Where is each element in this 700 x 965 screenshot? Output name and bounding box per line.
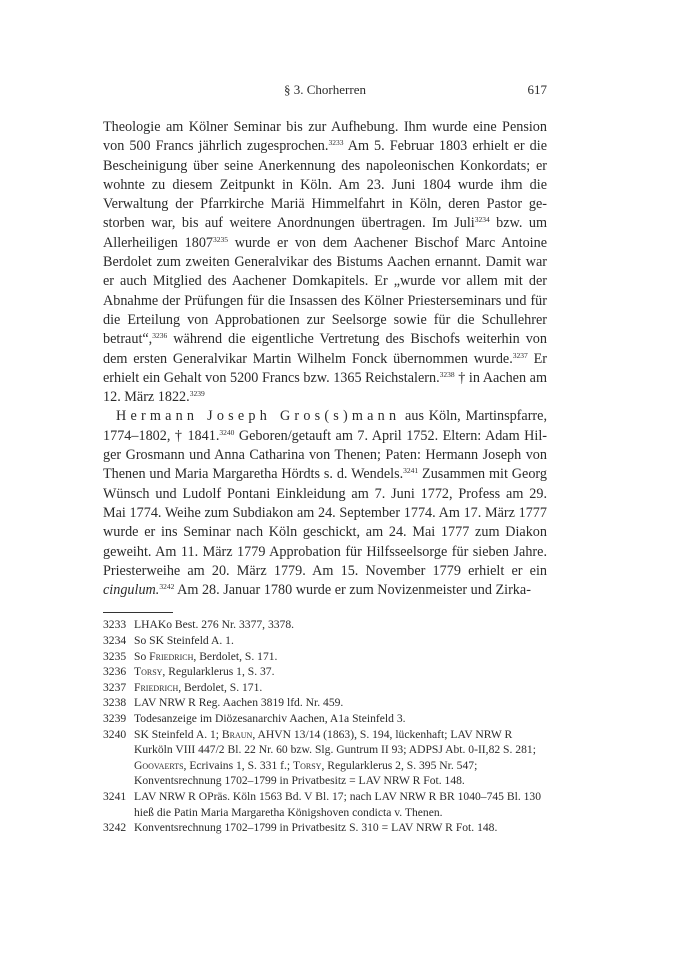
- footnote: [103, 617, 547, 633]
- author-name: Goovaerts: [134, 758, 184, 772]
- footnote: [103, 680, 547, 696]
- footnote: [103, 820, 547, 836]
- footnote-number: 3240: [103, 727, 127, 741]
- footnote-number: 3242: [103, 821, 127, 835]
- footnote: [103, 711, 547, 727]
- paragraph-continuation: Theologie am Kölner Seminar bis zur Aufhebung. Ihm wurde eine Pension von 500 Francs jährlich zugesprochen.$^{3233}$ Am 5. Februar 1803 erhielt er die Bescheinigung über seine Anerkennung des napoleonischen Konkordats; er wohnte zu diesem Zeitpunkt in Köln. Am 23. Juni 1804 wurde ihm die Verwaltung der Pfarrkirche Mariä Himmelfahrt in Köln, deren Pastor gestorben war, bis auf weitere Anordnungen übertragen. Im Juli$^{3234}$ bzw. um Allerheiligen $1807^{3235}$ wurde er von dem Aachener Bischof Marc Antoine Berdolet zum zweiten Generalvikar des Bistums Aachen ernannt. Damit war er auch Mitglied des Aachener Domkapitels. Er „wurde vor allem mit der Abnahme der Prüfungen für die Insassen des Kölner Priesterseminars und für die Erteilung von Approbationen zur Seelsorge sowie für die Schullehrer betraut“,$^{3236}$ während die eigentliche Vertretung des Bischofs weiterhin von dem ersten Generalvikar Martin Wilhelm Fonck übernommen wurde.$^{3237}$ Er erhielt ein Gehalt von 5200 Francs bzw. 1365 Reichstalern.$^{3238}$ † in Aachen am 12. März 1822.$^{3239}$: [103, 119, 547, 406]
- footnote-text: LAV NRW R OPräs. Köln 1563 Bd. V Bl. 17; nach LAV NRW R BR 1040–745 Bl. 130 hieß die Patin Maria Margaretha Königshoven condicta v. Thenen.: [134, 789, 542, 819]
- footnote-text: So SK Steinfeld A. 1.: [134, 634, 234, 648]
- footnote-number: 3239: [103, 711, 127, 725]
- author-name: Friedrich: [134, 680, 179, 694]
- footnote: [103, 649, 547, 665]
- footnote-ref[interactable]: 3237: [512, 350, 528, 360]
- page-number: 617: [527, 82, 547, 97]
- footnote-text: LAV NRW R Reg. Aachen 3819 lfd. Nr. 459.: [134, 696, 344, 710]
- footnote-number: 3233: [103, 618, 127, 632]
- footnote-text: LHAKo Best. 276 Nr. 3377, 3378.: [134, 618, 295, 632]
- author-name: Torsy: [134, 665, 163, 679]
- footnote: [103, 727, 547, 789]
- footnote-text: Konventsrechnung 1702–1799 in Privatbesitz S. 310 = LAV NRW R Fot. 148.: [134, 821, 498, 835]
- footnote-text: Torsy, Regularklerus 1, S. 37.: [134, 665, 275, 679]
- footnote-separator: [103, 612, 173, 613]
- person-name: Hermann Joseph Gros(s)mann: [116, 408, 401, 425]
- footnote-ref[interactable]: 3239: [189, 389, 205, 399]
- footnote-ref[interactable]: 3238: [439, 369, 455, 379]
- footnote-ref[interactable]: 3240: [219, 427, 235, 437]
- footnote-number: 3238: [103, 696, 127, 710]
- footnote-ref[interactable]: 3235: [213, 234, 229, 244]
- footnote-number: 3234: [103, 634, 127, 648]
- footnote-text: So Friedrich, Berdolet, S. 171.: [134, 649, 278, 663]
- body-text: [103, 118, 547, 600]
- footnote-ref[interactable]: 3233: [328, 138, 344, 148]
- footnote-ref[interactable]: 3241: [403, 466, 419, 476]
- footnote: [103, 633, 547, 649]
- running-head: [103, 82, 547, 104]
- footnote-number: 3241: [103, 789, 127, 803]
- author-name: Friedrich: [149, 649, 194, 663]
- footnotes: [103, 617, 547, 835]
- footnote: [103, 664, 547, 680]
- footnote: [103, 695, 547, 711]
- author-name: Braun: [221, 727, 253, 741]
- footnote-ref[interactable]: 3236: [152, 331, 168, 341]
- book-page: [103, 82, 547, 836]
- footnote: [103, 789, 547, 820]
- footnote-number: 3235: [103, 649, 127, 663]
- footnote-text: Friedrich, Berdolet, S. 171.: [134, 680, 263, 694]
- footnote-text: Todesanzeige im Diözesanarchiv Aachen, A1a Steinfeld 3.: [134, 711, 406, 725]
- italic-term: cingulum.: [103, 582, 160, 599]
- footnote-text: SK Steinfeld A. 1; Braun, AHVN 13/14 (1863), S. 194, lückenhaft; LAV NRW R Kurköln VIII 447/2 Bl. 22 Nr. 60 bzw. Slg. Guntrum II 93; ADPSJ Abt. 0-II,82 S. 281; Goovaerts, Ecrivains 1, S. 331 f.; Torsy, Regularklerus 2, S. 395 Nr. 547; Konventsrechnung 1702–1799 in Privatbesitz = LAV NRW R Fot. 148.: [134, 727, 536, 788]
- running-title: § 3. Chorherren: [284, 82, 366, 97]
- author-name: Torsy: [293, 758, 322, 772]
- footnote-number: 3237: [103, 680, 127, 694]
- footnote-ref[interactable]: 3234: [474, 215, 490, 225]
- footnote-ref[interactable]: 3242: [159, 582, 175, 592]
- paragraph-biography-entry: Hermann Joseph Gros(s)mann aus Köln, Martinspfarre, 1774–1802, † 1841.$^{3240}$ Geboren/getauft am 7. April 1752. Eltern: Adam Hilger Grosmann und Anna Catharina von Thenen; Paten: Hermann Joseph von Thenen und Maria Margaretha Hördts s. d. Wendels.$^{3241}$ Zusammen mit Georg Wünsch und Ludolf Pontani Einkleidung am 7. Juni 1772, Profess am 29. Mai 1774. Weihe zum Subdiakon am 24. September 1774. Am 17. März 1777 wurde er ins Seminar nach Köln geschickt, am 24. Mai 1777 zum Diakon geweiht. Am 11. März 1779 Approbation für Hilfsseelsorge für sieben Jahre. Priesterweihe am 20. März 1779. Am 15. November 1779 erhielt er ein cingulum.$^{3242}$ Am 28. Januar 1780 wurde er zum Novizenmeister und Zirka-: [103, 408, 547, 599]
- footnote-number: 3236: [103, 665, 127, 679]
